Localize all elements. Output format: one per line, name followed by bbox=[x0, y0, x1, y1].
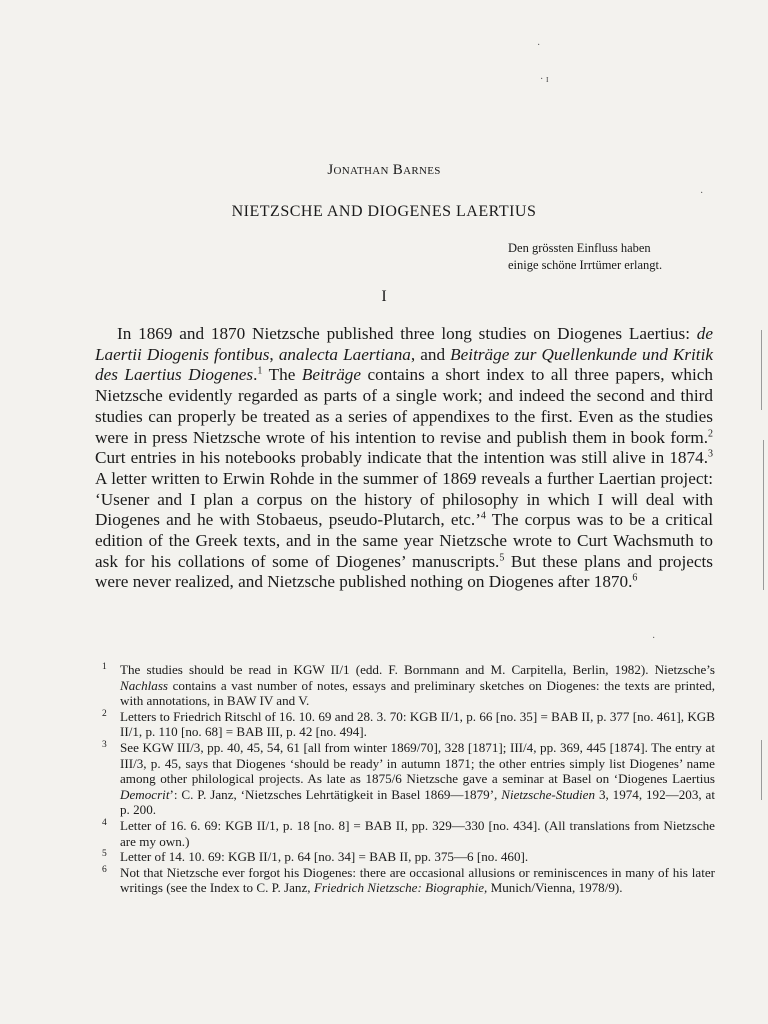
epigraph bbox=[508, 240, 748, 274]
scan-edge-mark bbox=[763, 440, 764, 590]
article-title: NIETZSCHE AND DIOGENES LAERTIUS bbox=[231, 203, 537, 220]
work-title: de Laertii Diogenis fontibus bbox=[95, 324, 713, 364]
scan-speck: · bbox=[700, 188, 704, 199]
footnote-number: 2 bbox=[102, 708, 107, 719]
footnote-ref[interactable]: 3 bbox=[708, 448, 713, 460]
footnote: 3 See KGW III/3, pp. 40, 45, 54, 61 [all from winter 1869/70], 328 [1871]; III/4, pp. 369, 445 [1874]. The entry at III/3, p. 45, says that Diogenes ‘should be ready’ in autumn 1871; the other entries simply list Diogenes’ name among other philological projects. As late as 1875/6 Nietzsche gave a seminar at Basel on ‘Diogenes Laertius Democrit’: C. P. Janz, ‘Nietzsches Lehrtätigkeit in Basel 1869—1879’, Nietzsche-Studien 3, 1974, 192—203, at p. 200. bbox=[102, 739, 715, 818]
author-name: Jonathan Barnes bbox=[327, 162, 441, 178]
scan-speck: · bbox=[537, 40, 541, 51]
footnote-number: 5 bbox=[102, 849, 107, 860]
work-title: Beiträge zur Quellenkunde und Kritik des Laertius Diogenes bbox=[95, 344, 713, 385]
footnote: 4 Letter of 16. 6. 69: KGB II/1, p. 18 [no. 8] = BAB II, pp. 329—330 [no. 434]. (All translations from Nietzsche are my own.) bbox=[102, 817, 715, 849]
footnote-number: 1 bbox=[102, 662, 107, 672]
section-number: I bbox=[381, 288, 387, 305]
footnote-ref[interactable]: 6 bbox=[632, 572, 638, 584]
footnotes bbox=[100, 662, 715, 896]
work-title: Beiträge bbox=[301, 365, 362, 385]
work-title: analecta Laertiana bbox=[278, 344, 411, 364]
footnote-number: 6 bbox=[102, 864, 107, 875]
scan-speck: · ɪ bbox=[540, 74, 549, 85]
body-paragraph: In 1869 and 1870 Nietzsche published three long studies on Diogenes Laertius: de Laertii Diogenis fontibus, analecta Laertiana, and Beiträge zur Quellenkunde und Kritik des Laertius Diogenes.$^1$ The Beiträge contains a short index to all three papers, which Nietzsche evidently regarded as parts of a single work; and indeed the second and third studies can properly be treated as a series of appendixes to the first. Even as the studies were in press Nietzsche wrote of his intention to revise and publish them in book form.$^2$ Curt entries in his notebooks probably indicate that the intention was still alive in 1874.$^3$ A letter written to Erwin Rohde in the summer of 1869 reveals a further Laertian project: ‘Usener and I plan a corpus on the history of philosophy in which I will deal with Diogenes and he with Stobaeus, pseudo-Plutarch, etc.’$^4$ The corpus was to be a critical edition of the Greek texts, and in the same year Nietzsche wrote to Curt Wachsmuth to ask for his collations of some of Diogenes’ manuscripts.$^5$ But these plans and projects were never realized, and Nietzsche published nothing on Diogenes after 1870.$^6$ bbox=[95, 324, 713, 592]
scan-edge-mark bbox=[761, 330, 762, 410]
footnote: 6 Not that Nietzsche ever forgot his Diogenes: there are occasional allusions or reminiscences in many of his later writings (see the Index to C. P. Janz, Friedrich Nietzsche: Biographie, Munich/Vienna, 1978/9). bbox=[102, 864, 715, 896]
scan-edge-mark bbox=[761, 740, 762, 800]
footnote-ref[interactable]: 2 bbox=[708, 427, 713, 439]
footnote-number: 3 bbox=[102, 739, 107, 750]
footnote: 5 Letter of 14. 10. 69: KGB II/1, p. 64 [no. 34] = BAB II, pp. 375—6 [no. 460]. bbox=[102, 849, 529, 865]
epigraph-line: einige schöne Irrtümer erlangt. bbox=[508, 258, 663, 272]
footnote-ref[interactable]: 4 bbox=[480, 510, 486, 522]
epigraph-line: Den grössten Einfluss haben bbox=[508, 241, 651, 255]
footnote: 2 Letters to Friedrich Ritschl of 16. 10. 69 and 28. 3. 70: KGB II/1, p. 66 [no. 35] = BAB II, p. 377 [no. 461], KGB II/1, p. 110 [no. 68] = BAB III, p. 42 [no. 494]. bbox=[102, 708, 715, 740]
footnote-ref[interactable]: 1 bbox=[257, 365, 263, 377]
scan-speck: · bbox=[652, 633, 656, 644]
footnote-number: 4 bbox=[102, 817, 107, 828]
footnote: 1 The studies should be read in KGW II/1 (edd. F. Bornmann and M. Carpitella, Berlin, 1982). Nietzsche’s Nachlass contains a vast number of notes, essays and preliminary sketches on Diogenes: the texts are printed, with annotations, in BAW IV and V. bbox=[102, 662, 715, 709]
footnote-ref[interactable]: 5 bbox=[499, 552, 505, 563]
